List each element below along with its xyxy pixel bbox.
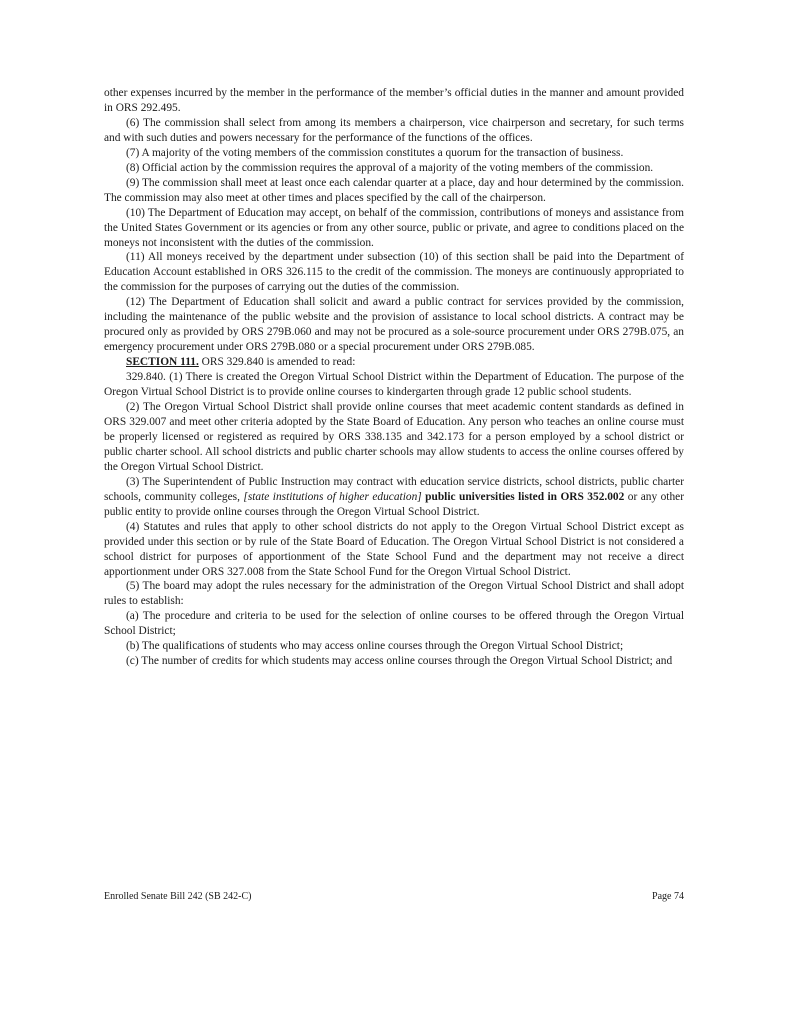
statute-paragraph-5: (5) The board may adopt the rules necessary for the administration of the Oregon Virtual School District and shall adopt rules to establish: bbox=[104, 580, 684, 608]
statute-item-b: (b) The qualifications of students who may access online courses through the Oregon Virtual School District; bbox=[126, 640, 624, 653]
deleted-text: [state institutions of higher education] bbox=[243, 490, 422, 503]
inserted-text: public universities listed in ORS 352.002 bbox=[425, 490, 625, 503]
paragraph-12: (12) The Department of Education shall solicit and award a public contract for services provided by the commission, including the maintenance of the public website and the provision of assistance to local school districts. A contract may be procured only as provided by ORS 279B.060 and may not be procured as a sole-source procurement under ORS 279B.075, an emergency procurement under ORS 279B.080 or a special procurement under ORS 279B.085. bbox=[104, 296, 684, 354]
statute-paragraph-3 bbox=[104, 475, 684, 520]
page-number: Page 74 bbox=[652, 891, 684, 902]
page-footer bbox=[104, 891, 684, 902]
paragraph-9: (9) The commission shall meet at least once each calendar quarter at a place, day and hour determined by the commission. The commission may also meet at other times and places specified by the call of the chairperson. bbox=[104, 176, 684, 204]
statute-item-a: (a) The procedure and criteria to be used for the selection of online courses to be offered through the Oregon Virtual School District; bbox=[104, 610, 684, 638]
paragraph-10: (10) The Department of Education may accept, on behalf of the commission, contributions of moneys and assistance from the United States Government or its agencies or from any other source, public or private, and agree to conditions placed on the moneys not inconsistent with the duties of the commission. bbox=[104, 206, 684, 249]
section-intro: ORS 329.840 is amended to read: bbox=[198, 356, 356, 369]
bill-title: Enrolled Senate Bill 242 (SB 242-C) bbox=[104, 891, 252, 902]
statute-paragraph-4: (4) Statutes and rules that apply to other school districts do not apply to the Oregon Virtual School District except as provided under this section or by rule of the State Board of Education. The Oregon Virtual School District is not considered a school district for purposes of apportionment of the State School Fund and the department may not receive a direct apportionment under ORS 327.008 from the State School Fund for the Oregon Virtual School District. bbox=[104, 520, 684, 578]
section-111-paragraph bbox=[104, 355, 684, 370]
paragraph-8: (8) Official action by the commission requires the approval of a majority of the voting members of the commission. bbox=[126, 161, 654, 174]
paragraph-3-after: or any other public entity to provide online courses through the Oregon Virtual School District. bbox=[104, 490, 684, 518]
paragraph-3-before: (3) The Superintendent of Public Instruction may contract with education service districts, school districts, public charter schools, community colleges, bbox=[104, 475, 684, 503]
paragraph-11: (11) All moneys received by the department under subsection (10) of this section shall be paid into the Department of Education Account established in ORS 326.115 to the credit of the commission. The moneys are continuously appropriated to the commission for the purposes of carrying out the duties of the commission. bbox=[104, 251, 684, 294]
statute-paragraph-1: 329.840. (1) There is created the Oregon Virtual School District within the Department of Education. The purpose of the Oregon Virtual School District is to provide online courses to kindergarten through grade 12 public school students. bbox=[104, 371, 684, 399]
statute-item-c: (c) The number of credits for which students may access online courses through the Oregon Virtual School District; and bbox=[126, 655, 673, 668]
statute-paragraph-2: (2) The Oregon Virtual School District shall provide online courses that meet academic content standards as defined in ORS 329.007 and meet other criteria adopted by the State Board of Education. Any person who teaches an online course must be properly licensed or registered as required by ORS 338.135 and 342.173 for a person employed by a school district or public charter school. All school districts and public charter schools may allow students to access the online courses offered by the Oregon Virtual School District. bbox=[104, 401, 684, 473]
document-page bbox=[104, 86, 684, 669]
paragraph-7: (7) A majority of the voting members of the commission constitutes a quorum for the transaction of business. bbox=[126, 146, 624, 159]
section-heading: SECTION 111. bbox=[126, 356, 199, 369]
paragraph-6: (6) The commission shall select from among its members a chairperson, vice chairperson and secretary, for such terms and with such duties and powers necessary for the performance of the functions of the offices. bbox=[104, 116, 684, 144]
paragraph-continuation: other expenses incurred by the member in the performance of the member’s official duties in the manner and amount provided in ORS 292.495. bbox=[104, 87, 684, 114]
